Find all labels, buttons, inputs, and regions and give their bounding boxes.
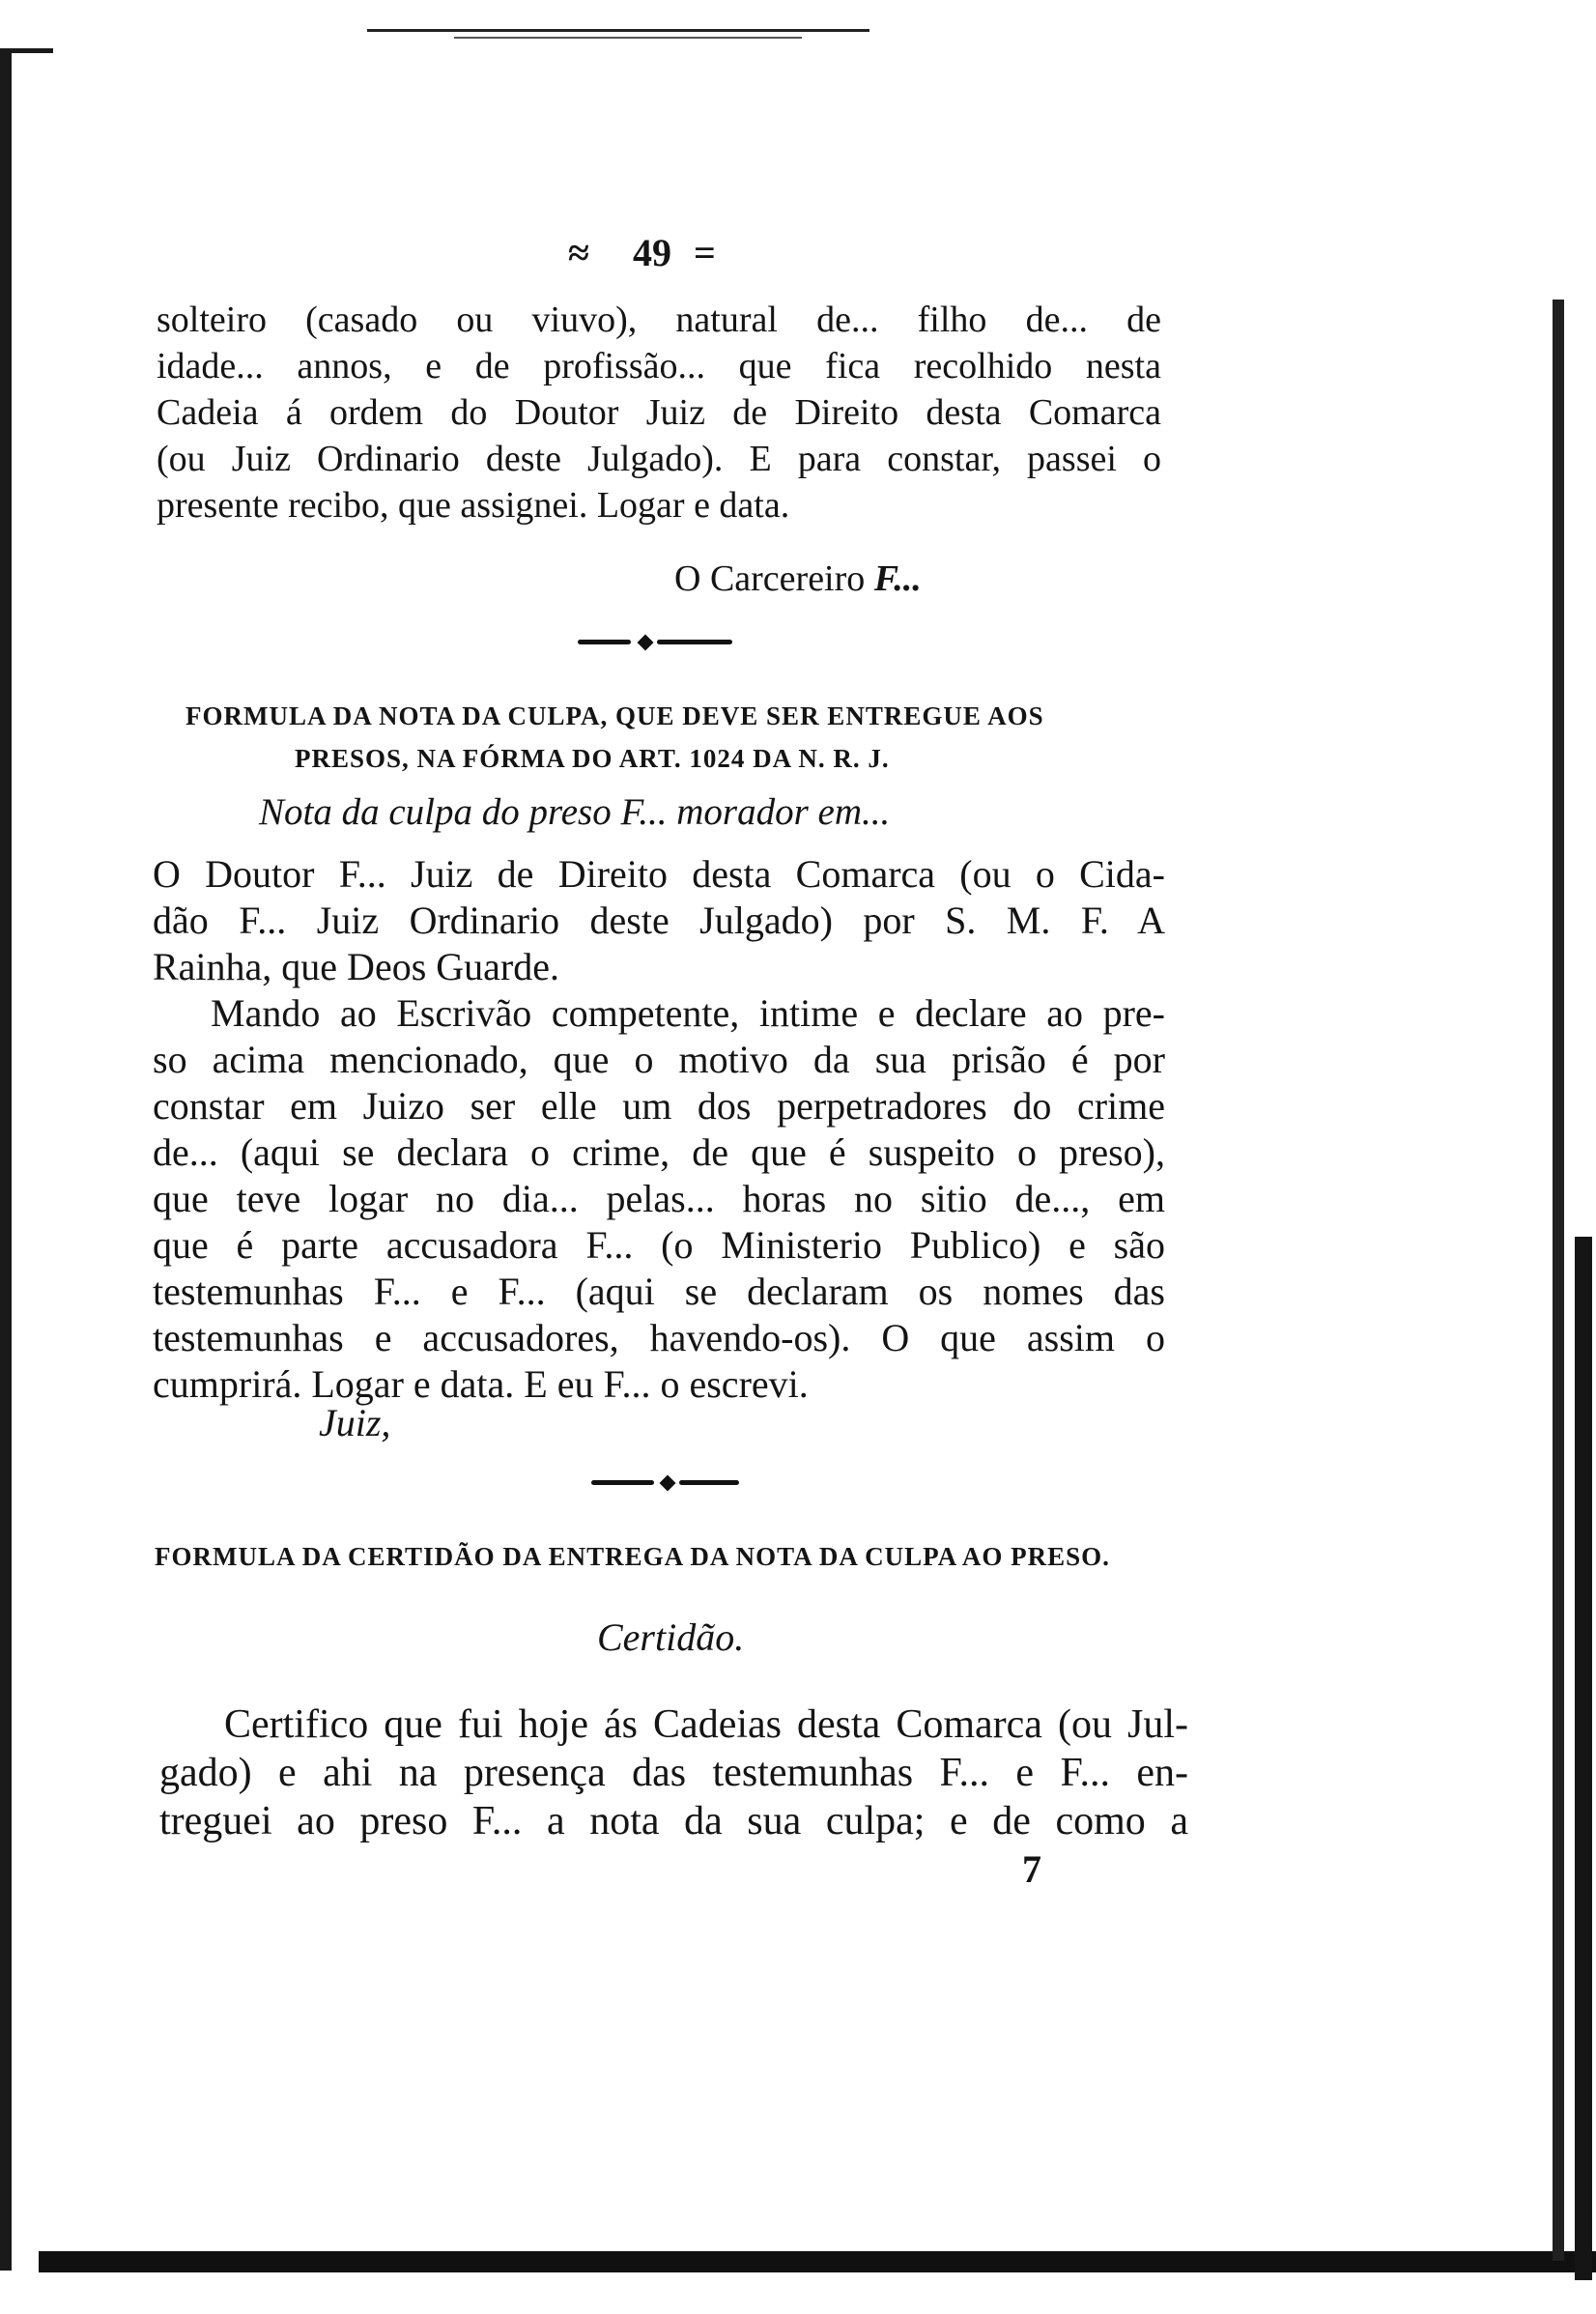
signature-carcereiro bbox=[674, 557, 922, 601]
signature-name: F... bbox=[873, 558, 922, 599]
divider-ornament-left bbox=[591, 1480, 654, 1485]
text-line: testemunhas e accusadores, havendo-os). O que assim o bbox=[153, 1316, 1165, 1359]
text-line: gado) e ahi na presença das testemunhas F... e F... en- bbox=[159, 1751, 1188, 1795]
top-rule-shadow bbox=[454, 37, 802, 39]
text-line: so acima mencionado, que o motivo da sua prisão é por bbox=[153, 1038, 1165, 1081]
page-number-ornament-left: ≈ bbox=[568, 231, 589, 274]
text-line: que é parte accusadora F... (o Ministerio Publico) e são bbox=[153, 1223, 1165, 1267]
section-subtitle: Nota da culpa do preso F... morador em... bbox=[259, 791, 891, 833]
text-line: presente recibo, que assignei. Logar e data. bbox=[157, 485, 790, 526]
text-line: de... (aqui se declara o crime, de que é suspeito o preso), bbox=[153, 1130, 1165, 1174]
page-number-ornament-right: = bbox=[694, 231, 716, 274]
divider-ornament-center bbox=[660, 1475, 676, 1492]
text-line: que teve logar no dia... pelas... horas no sitio de..., em bbox=[153, 1177, 1165, 1220]
text-line: Mando ao Escrivão competente, intime e declare ao pre- bbox=[211, 991, 1165, 1035]
right-page-edge-outer bbox=[1575, 1237, 1592, 2280]
section-heading-line-1: FORMULA DA NOTA DA CULPA, QUE DEVE SER ENTREGUE AOS bbox=[185, 701, 1044, 730]
divider-ornament-center bbox=[638, 635, 654, 651]
section-heading-line-2: PRESOS, NA FÓRMA DO ART. 1024 DA N. R. J. bbox=[295, 744, 890, 773]
text-line: (ou Juiz Ordinario deste Julgado). E para constar, passei o bbox=[157, 439, 1161, 479]
text-line: constar em Juizo ser elle um dos perpetradores do crime bbox=[153, 1084, 1165, 1128]
text-line: idade... annos, e de profissão... que fica recolhido nesta bbox=[157, 346, 1161, 386]
left-page-edge-corner bbox=[0, 48, 53, 53]
text-line: Rainha, que Deos Guarde. bbox=[153, 945, 559, 988]
right-page-edge bbox=[1553, 300, 1564, 2261]
text-line: testemunhas F... e F... (aqui se declaram os nomes das bbox=[153, 1270, 1165, 1313]
text-line: treguei ao preso F... a nota da sua culpa; e de como a bbox=[159, 1799, 1188, 1843]
divider-ornament-left bbox=[578, 640, 631, 644]
text-line: cumprirá. Logar e data. E eu F... o escrevi. bbox=[153, 1362, 809, 1406]
section-heading: FORMULA DA CERTIDÃO DA ENTREGA DA NOTA DA CULPA AO PRESO. bbox=[155, 1542, 1110, 1571]
text-line: Cadeia á ordem do Doutor Juiz de Direito desta Comarca bbox=[157, 392, 1161, 433]
left-page-edge bbox=[0, 48, 12, 2271]
top-rule bbox=[367, 29, 869, 32]
text-line: dão F... Juiz Ordinario deste Julgado) por S. M. F. A bbox=[153, 899, 1165, 942]
page-number: 49 bbox=[633, 231, 671, 274]
divider-ornament-right bbox=[679, 1480, 739, 1485]
signature-mark: 7 bbox=[1022, 1847, 1041, 1891]
signature-prefix: O Carcereiro bbox=[674, 558, 866, 599]
bottom-page-edge bbox=[39, 2251, 1596, 2272]
text-line: Certifico que fui hoje ás Cadeias desta Comarca (ou Jul- bbox=[224, 1702, 1188, 1747]
text-line: O Doutor F... Juiz de Direito desta Comarca (ou o Cida- bbox=[153, 852, 1165, 896]
text-line: solteiro (casado ou viuvo), natural de... filho de... de bbox=[157, 300, 1161, 340]
divider-ornament-right bbox=[657, 640, 732, 644]
signature-juiz: Juiz, bbox=[319, 1401, 391, 1444]
section-subtitle: Certidão. bbox=[597, 1615, 745, 1659]
